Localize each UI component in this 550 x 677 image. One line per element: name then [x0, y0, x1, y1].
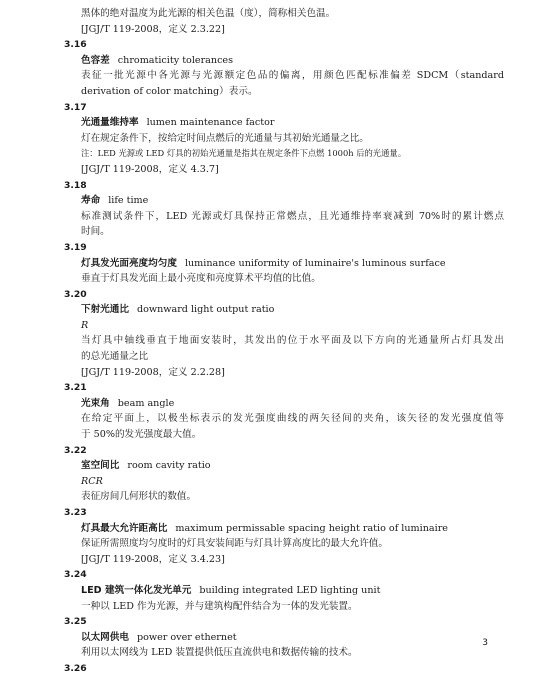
line-text: 表征房间几何形状的数值。 [81, 491, 197, 503]
line-text: 在给定平面上，以极坐标表示的发光强度曲线的两矢径间的夹角，该矢径的发光强度值等 [81, 413, 504, 425]
section-number: 3.25 [64, 616, 87, 628]
term-chinese: LED 建筑一体化发光单元 [81, 584, 192, 596]
body-line [64, 224, 504, 240]
line-text: 注：LED 光源或 LED 灯具的初始光通量是指其在规定条件下点燃 1000h 后的光通量。 [81, 148, 406, 159]
symbol-line [64, 474, 504, 490]
section-number: 3.23 [64, 507, 87, 518]
symbol-line [64, 318, 504, 334]
term-chinese: 寿命 [81, 195, 101, 207]
term-english: building integrated LED lighting unit [199, 584, 381, 596]
term-heading [64, 115, 504, 131]
term-chinese: 光束角 [81, 397, 110, 409]
line-text: 表征一批光源中各光源与光源额定色品的偏离，用颜色匹配标准偏差 SDCM（standard [81, 70, 504, 82]
line-text: 黑体的绝对温度为此光源的相关色温（度），简称相关色温。 [81, 8, 336, 19]
term-heading [64, 256, 504, 272]
body-line [64, 271, 504, 287]
line-text: RCR [81, 475, 103, 487]
term-english: room cavity ratio [127, 460, 211, 472]
section-number: 3.20 [64, 288, 87, 300]
term-chinese: 室空间比 [81, 460, 120, 472]
body-line [64, 162, 504, 178]
term-heading [64, 193, 504, 209]
body-line [64, 489, 504, 505]
term-chinese: 色容差 [81, 54, 110, 66]
line-text: derivation of color matching）表示。 [81, 85, 258, 97]
line-text: [JGJ/T 119-2008，定义 4.3.7] [81, 163, 219, 175]
term-heading [64, 521, 504, 537]
body-line [64, 411, 504, 427]
body-line [64, 131, 504, 147]
section-number: 3.17 [64, 101, 87, 113]
section-number: 3.18 [64, 179, 87, 191]
body-line [64, 645, 504, 661]
body-line [64, 349, 504, 365]
term-heading [64, 53, 504, 69]
term-heading [64, 302, 504, 318]
section-number: 3.16 [64, 39, 87, 51]
body-line [64, 84, 504, 100]
section-number: 3.26 [64, 662, 87, 674]
body-line [64, 552, 504, 568]
section-number: 3.19 [64, 241, 87, 253]
term-english: maximum permissable spacing height ratio of luminaire [175, 522, 448, 534]
term-english: lumen maintenance factor [146, 117, 275, 129]
body-line [64, 599, 504, 615]
body-line [64, 6, 504, 22]
term-english: luminance uniformity of luminaire's luminous surface [184, 257, 446, 269]
line-text: 灯在规定条件下，按给定时间点燃后的光通量与其初始光通量之比。 [81, 132, 369, 144]
term-heading [64, 630, 504, 646]
page-number: 3 [482, 638, 488, 648]
text-column [64, 6, 504, 677]
term-chinese: 光通量维持率 [81, 117, 139, 129]
line-text: [JGJ/T 119-2008，定义 2.3.22] [81, 23, 225, 35]
term-english: beam angle [117, 397, 175, 409]
body-line [64, 68, 504, 84]
section-number: 3.21 [64, 382, 87, 394]
line-text: 一种以 LED 作为光源，并与建筑构配件结合为一体的发光装置。 [81, 600, 358, 612]
term-english: chromaticity tolerances [117, 54, 234, 66]
term-english: power over ethernet [136, 631, 237, 643]
line-text: 的总光通量之比 [81, 351, 149, 363]
term-english: downward light output ratio [136, 304, 275, 316]
term-heading [64, 458, 504, 474]
line-text: 利用以太网线为 LED 装置提供低压直流供电和数据传输的技术。 [81, 647, 358, 659]
section-number: 3.22 [64, 444, 87, 456]
term-chinese: 灯具最大允许距高比 [81, 522, 168, 534]
line-text: 时间。 [81, 226, 110, 238]
term-heading [64, 396, 504, 412]
line-text: [JGJ/T 119-2008，定义 3.4.23] [81, 553, 225, 565]
note-line [64, 146, 504, 162]
body-line [64, 536, 504, 552]
line-text: [JGJ/T 119-2008，定义 2.2.28] [81, 366, 225, 378]
section-number: 3.24 [64, 569, 87, 581]
body-line [64, 427, 504, 443]
body-line [64, 333, 504, 349]
line-text: 保证所需照度均匀度时的灯具安装间距与灯具计算高度比的最大允许值。 [81, 538, 388, 550]
line-text: 当灯具中轴线垂直于地面安装时，其发出的位于水平面及以下方向的光通量所占灯具发出 [81, 335, 504, 347]
term-english: life time [108, 195, 149, 207]
term-chinese: 灯具发光面亮度均匀度 [81, 257, 177, 269]
line-text: R [81, 319, 89, 331]
line-text: 垂直于灯具发光面上最小亮度和亮度算术平均值的比值。 [81, 273, 321, 285]
line-text: 标准测试条件下，LED 光源或灯具保持正常燃点，且光通维持率衰减到 70%时的累计燃点 [81, 210, 504, 222]
line-text: 于 50%的发光强度最大值。 [81, 429, 202, 441]
body-line [64, 365, 504, 381]
term-heading [64, 583, 504, 599]
body-line [64, 209, 504, 225]
term-chinese: 以太网供电 [81, 631, 129, 643]
term-chinese: 下射光通比 [81, 304, 129, 316]
body-line [64, 22, 504, 38]
